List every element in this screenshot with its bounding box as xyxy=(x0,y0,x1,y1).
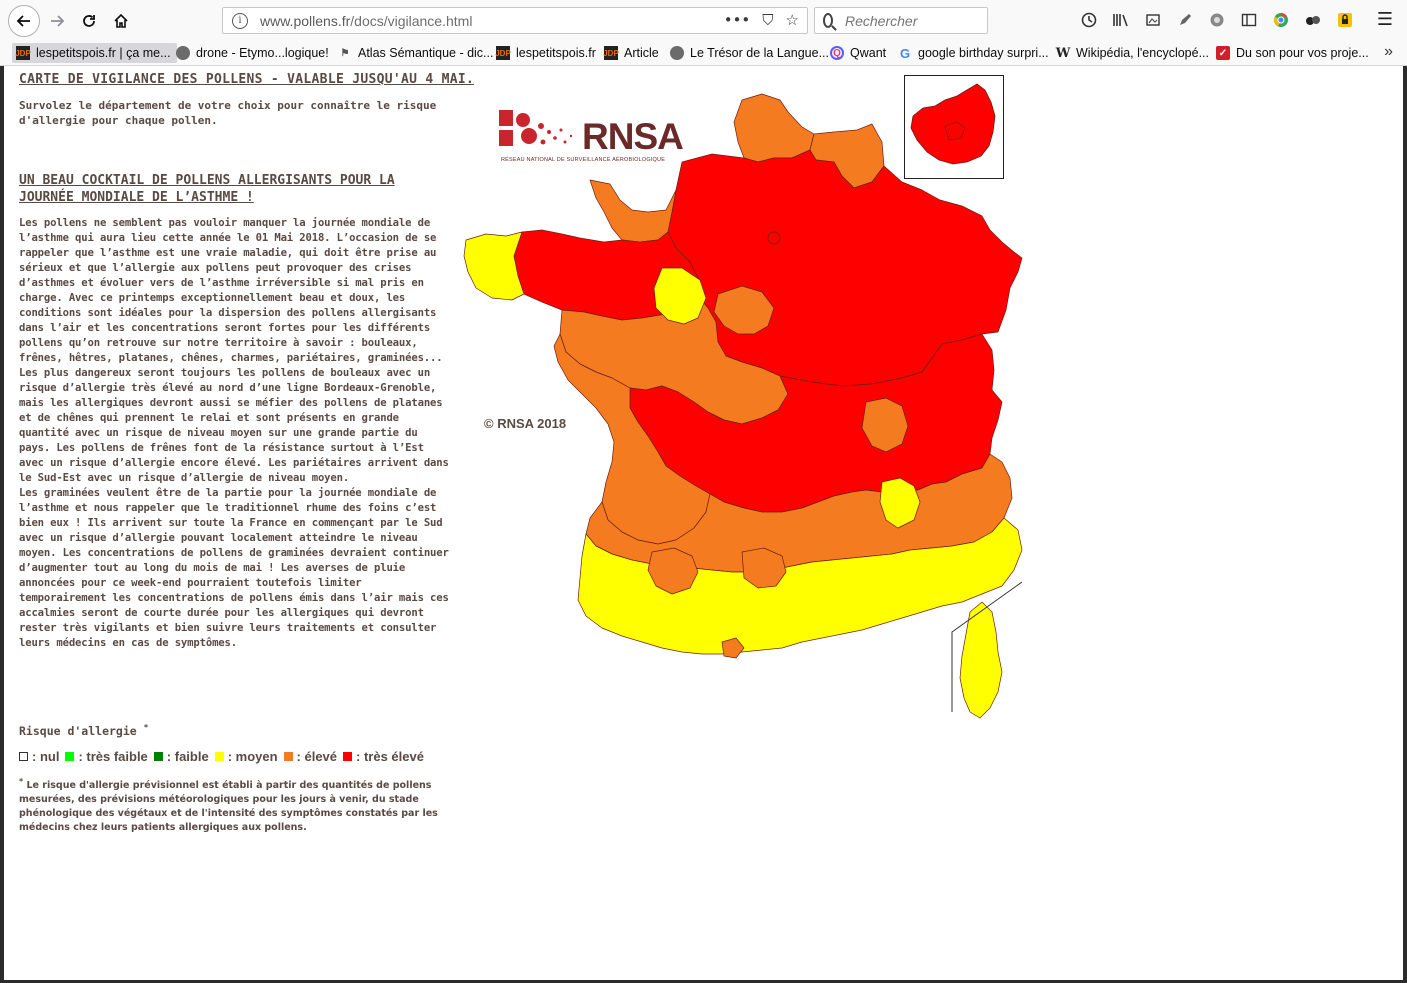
globe-icon xyxy=(670,46,684,60)
bookmark-item[interactable] xyxy=(12,43,177,63)
article-title: UN BEAU COCKTAIL DE POLLENS ALLERGISANTS POUR LA JOURNÉE MONDIALE DE L’ASTHME ! xyxy=(19,173,395,205)
legend-title-text: Risque d'allergie xyxy=(19,723,137,738)
red-square-icon: ✓ xyxy=(1216,46,1230,60)
bookmark-item[interactable] xyxy=(1212,43,1369,63)
screenshot-icon[interactable] xyxy=(1142,10,1164,30)
page-viewport xyxy=(4,66,1403,980)
department-region xyxy=(464,232,524,300)
legend-label: : très élevé xyxy=(356,749,424,764)
arrow-left-icon xyxy=(16,13,32,29)
legend-title xyxy=(19,723,148,738)
chevron-double-right-icon[interactable]: » xyxy=(1384,43,1393,60)
history-icon[interactable] xyxy=(1078,10,1100,30)
jdp-icon: JDP xyxy=(16,46,30,60)
page-title: CARTE DE VIGILANCE DES POLLENS - VALABLE JUSQU'AU 4 MAI. xyxy=(19,72,475,87)
logo-subtitle: RÉSEAU NATIONAL DE SURVEILLANCE AÉROBIOLOGIQUE xyxy=(501,157,666,163)
bookmark-label: lespetitspois.fr | ça me... xyxy=(36,46,171,60)
legend-swatch-null xyxy=(19,752,28,761)
footnote-asterisk: * xyxy=(19,777,24,786)
intro-text: Survolez le département de votre choix pour connaître le risque d'allergie pour chaque pollen. xyxy=(19,99,437,127)
hamburger-menu-icon[interactable]: ☰ xyxy=(1376,9,1393,30)
legend-item xyxy=(19,749,59,764)
legend-label: : nul xyxy=(32,749,60,764)
legend-swatch-high xyxy=(284,752,293,761)
legend-item xyxy=(65,749,147,764)
chrome-extension-icon[interactable] xyxy=(1270,10,1292,30)
url-path: /docs/vigilance.html xyxy=(350,12,473,29)
department-region xyxy=(734,94,814,162)
footnote-text: Le risque d'allergie prévisionnel est établi à partir des quantités de pollens mesurées, des prévisions météorologiques pour les jours à venir, du stade phénologique des végétaux et de l'intensité des symptômes constatés par les médecins chez leurs patients allergiques aux pollens. xyxy=(19,780,438,834)
bookmark-item[interactable] xyxy=(492,43,596,63)
browser-toolbar xyxy=(0,0,1407,42)
bookmark-item[interactable] xyxy=(894,43,1049,63)
bookmark-item[interactable] xyxy=(1052,43,1209,63)
pen-tool-icon[interactable] xyxy=(1174,10,1196,30)
legend-item xyxy=(284,749,337,764)
gear-extension-icon[interactable] xyxy=(1206,10,1228,30)
page-actions-icon[interactable]: ••• xyxy=(723,11,751,29)
jdp-icon: JDP xyxy=(496,46,510,60)
ile-de-france-map xyxy=(905,76,1003,178)
back-button[interactable] xyxy=(8,5,40,37)
department-region xyxy=(590,180,676,242)
legend-label: : très faible xyxy=(78,749,148,764)
corsica xyxy=(960,602,1002,718)
article-body xyxy=(19,216,451,651)
bookmark-item[interactable] xyxy=(172,43,329,63)
jdp-icon: JDP xyxy=(604,46,618,60)
forward-button[interactable] xyxy=(42,6,72,36)
article-paragraph: Les pollens ne semblent pas vouloir manquer la journée mondiale de l’asthme qui aura lieu cette année le 01 Mai 2018. L’occasion de se rappeler que l’asthme est une vraie maladie, qui doit être prise au sérieux et que l’allergie aux pollens peut provoquer des crises d’asthmes et évoluer vers de l’asthme irréversible si mal pris en charge. Avec ce printemps exceptionnellement beau et doux, les conditions sont idéales pour la dispersion des pollens allergisants dans l’air et les concentrations seront fortes pour les différents pollens qu’on retrouve sur notre territoire à savoir : bouleaux, frênes, hêtres, platanes, chênes, charmes, pariétaires, graminées... xyxy=(19,217,443,364)
bookmarks-bar xyxy=(0,41,1407,66)
bookmark-label: drone - Etymo...logique! xyxy=(196,46,329,60)
bookmark-item[interactable] xyxy=(600,43,659,63)
qwant-icon: Q xyxy=(830,46,844,60)
ile-de-france-inset[interactable] xyxy=(904,75,1004,179)
bookmark-label: Article xyxy=(624,46,659,60)
footnote xyxy=(19,775,459,835)
legend-asterisk: * xyxy=(143,723,149,732)
bookmark-label: lespetitspois.fr xyxy=(516,46,596,60)
lock-extension-icon[interactable] xyxy=(1334,10,1356,30)
legend-label: : moyen xyxy=(227,749,278,764)
ghost-extension-icon[interactable] xyxy=(1302,10,1324,30)
search-bar[interactable] xyxy=(814,7,988,34)
legend-item xyxy=(343,749,424,764)
url-text[interactable] xyxy=(260,13,472,29)
url-bar[interactable] xyxy=(222,7,808,34)
bookmark-label: Qwant xyxy=(850,46,887,60)
bookmark-label: Atlas Sémantique - dic... xyxy=(358,46,494,60)
legend-item xyxy=(154,749,209,764)
bookmark-star-icon[interactable]: ☆ xyxy=(785,11,799,29)
pocket-icon[interactable]: ⛉ xyxy=(762,11,774,29)
url-host: www.pollens.fr xyxy=(260,12,351,29)
bookmark-item[interactable] xyxy=(666,43,829,63)
legend-label: : élevé xyxy=(296,749,338,764)
bookmark-label: Le Trésor de la Langue... xyxy=(690,46,829,60)
legend-label: : faible xyxy=(166,749,209,764)
bookmark-label: Du son pour vos proje... xyxy=(1236,46,1369,60)
legend-item xyxy=(215,749,278,764)
legend-swatch-low xyxy=(154,752,163,761)
article-paragraph: Les plus dangereux seront toujours les pollens de bouleaux avec un risque d’allergie très élevé au nord d’une ligne Bordeaux-Grenoble, mais les allergiques devront aussi se méfier des pollens de platanes et de chênes qui prennent le relai et sont présents en grande quantité avec un risque de niveau moyen sur une grande partie du pays. Les pollens de frênes font de la résistance surtout à l’Est avec un risque d’allergie encore élevé. Les pariétaires arrivent dans le Sud-Est avec un risque d’allergie de niveau moyen. xyxy=(19,367,449,484)
legend-swatch-medium xyxy=(215,752,224,761)
bookmark-item[interactable] xyxy=(334,43,493,63)
reload-button[interactable] xyxy=(74,6,104,36)
sidebar-icon[interactable] xyxy=(1238,10,1260,30)
home-icon xyxy=(113,13,129,29)
copyright-text: © RNSA 2018 xyxy=(484,416,567,431)
google-icon: G xyxy=(899,45,911,61)
search-input[interactable] xyxy=(843,12,987,30)
bookmark-label: google birthday surpri... xyxy=(918,46,1049,60)
search-icon xyxy=(823,13,833,28)
wikipedia-icon: W xyxy=(1055,45,1071,61)
arrow-right-icon xyxy=(49,13,65,29)
atlas-icon: ⚑ xyxy=(340,47,350,59)
legend-swatch-very-high xyxy=(343,752,352,761)
globe-icon xyxy=(176,46,190,60)
bookmark-item[interactable] xyxy=(826,43,886,63)
risk-legend xyxy=(19,749,430,764)
bookmark-label: Wikipédia, l'encyclopé... xyxy=(1076,46,1210,60)
reload-icon xyxy=(81,13,97,29)
article-paragraph: Les graminées veulent être de la partie pour la journée mondiale de l’asthme et nous rappeler que le traditionnel rhume des foins c’est bien eux ! Ils arrivent sur toute la France en commençant par le Sud avec un risque d’allergie pouvant localement atteindre le niveau moyen. Les concentrations de pollens de graminées devraient continuer d’augmenter tout au long du mois de mai ! Les averses de pluie annoncées pour ce week-end pourraient toutefois limiter temporairement les concentrations de pollens émis dans l’air mais ces accalmies seront de courte durée pour les allergiques qui devront rester très vigilants et bien suivre leurs traitements et consulter leurs médecins en cas de symptômes. xyxy=(19,487,449,649)
logo-text: RNSA xyxy=(582,116,683,157)
library-icon[interactable] xyxy=(1110,10,1132,30)
home-button[interactable] xyxy=(106,6,136,36)
legend-swatch-very-low xyxy=(65,752,74,761)
info-icon[interactable]: i xyxy=(232,13,248,29)
